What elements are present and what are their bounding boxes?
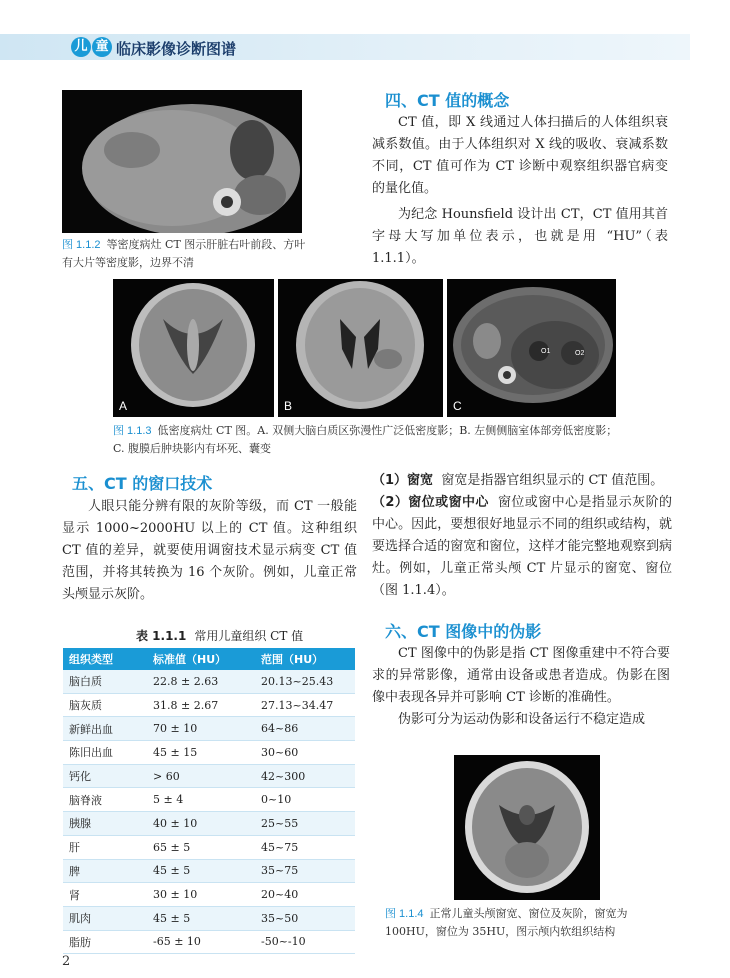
header-badge: 童 <box>92 37 112 57</box>
figure-1-1-2-caption <box>62 236 307 271</box>
table-cell: 45 ± 5 <box>147 859 255 883</box>
table-cell: 陈旧出血 <box>63 741 147 765</box>
section-heading: 五、CT 的窗口技术 <box>72 474 213 493</box>
term: （1）窗宽 <box>372 473 434 488</box>
column-header: 标准值（HU） <box>147 648 255 670</box>
table-row <box>63 670 355 693</box>
section-6-body <box>372 643 670 731</box>
window-level-item <box>372 492 672 602</box>
table-row <box>63 906 355 930</box>
paragraph: CT 图像中的伪影是指 CT 图像重建中不符合要求的异常影像，通常由设备或患者造成。伪影在图像中表现各异并可影响 CT 诊断的准确性。 <box>372 646 670 705</box>
roi-label: O2 <box>575 350 585 357</box>
table-caption <box>136 627 303 644</box>
table-row <box>63 717 355 741</box>
header-title: 临床影像诊断图谱 <box>116 40 237 58</box>
table-cell: 20~40 <box>255 883 355 907</box>
window-width-item <box>372 470 672 492</box>
table-cell: 肾 <box>63 883 147 907</box>
table-cell: 脂肪 <box>63 930 147 954</box>
table-cell: 钙化 <box>63 764 147 788</box>
table-cell: 22.8 ± 2.63 <box>147 670 255 693</box>
table-cell: 20.13~25.43 <box>255 670 355 693</box>
panel-label: A <box>119 399 128 413</box>
figure-label: 图 1.1.2 <box>62 239 101 251</box>
table-row <box>63 693 355 717</box>
table-row <box>63 788 355 812</box>
figure-1-1-2-image <box>62 90 302 233</box>
figure-1-1-4-caption <box>385 905 675 940</box>
table-cell: 脾 <box>63 859 147 883</box>
ct-value-table <box>63 648 355 954</box>
definition: 窗宽是指器官组织显示的 CT 值范围。 <box>441 473 664 488</box>
caption-text: 低密度病灶 CT 图。A. 双侧大脑白质区弥漫性广泛低密度影；B. 左侧侧脑室体部旁低密度影；C. 腹膜后肿块影内有坏死、囊变 <box>113 424 618 455</box>
caption-text: 正常儿童头颅窗宽、窗位及灰阶，窗宽为 100HU，窗位为 35HU，图示颅内软组织结构 <box>385 907 628 938</box>
section-heading: 六、CT 图像中的伪影 <box>385 622 542 641</box>
table-row <box>63 764 355 788</box>
paragraph: CT 值，即 X 线通过人体扫描后的人体组织衰减系数值。由于人体组织对 X 线的吸收、衰减系数不同，CT 值可作为 CT 诊断中观察组织器官病变的量化值。 <box>372 115 668 196</box>
column-header: 范围（HU） <box>255 648 355 670</box>
table-cell: 新鲜出血 <box>63 717 147 741</box>
table-cell: 脑脊液 <box>63 788 147 812</box>
table-title: 常用儿童组织 CT 值 <box>194 629 304 643</box>
figure-1-1-3-panel-c <box>447 279 616 417</box>
definition: 窗位或窗中心是指显示灰阶的中心。因此，要想很好地显示不同的组织或结构，就要选择合适的窗宽和窗位，这样才能完整地观察到病灶。例如，儿童正常头颅 CT 片显示的窗宽、窗位（图 1.1.4）。 <box>372 495 672 598</box>
table-cell: 肝 <box>63 835 147 859</box>
table-cell: 35~75 <box>255 859 355 883</box>
table-cell: 胰腺 <box>63 812 147 836</box>
paragraph: 为纪念 Hounsfield 设计出 CT，CT 值用其首字母大写加单位表示，也就是用 “HU”（表 1.1.1）。 <box>372 207 668 266</box>
paragraph: 伪影可分为运动伪影和设备运行不稳定造成 <box>398 712 646 727</box>
figure-1-1-3-panel-a <box>113 279 274 417</box>
table-cell: 70 ± 10 <box>147 717 255 741</box>
table-cell: 脑灰质 <box>63 693 147 717</box>
table-cell: 脑白质 <box>63 670 147 693</box>
column-header: 组织类型 <box>63 648 147 670</box>
table-cell: 64~86 <box>255 717 355 741</box>
table-cell: 40 ± 10 <box>147 812 255 836</box>
paragraph: 人眼只能分辨有限的灰阶等级，而 CT 一般能显示 1000~2000HU 以上的 CT 值。这种组织 CT 值的差异，就要使用调窗技术显示病变 CT 值范围，并将其转换为 16 个灰阶。例如，儿童正常头颅显示灰阶。 <box>62 499 357 602</box>
roi-label: O1 <box>541 348 551 355</box>
figure-label: 图 1.1.3 <box>113 425 152 437</box>
table-row <box>63 883 355 907</box>
table-cell: 5 ± 4 <box>147 788 255 812</box>
figure-label: 图 1.1.4 <box>385 908 424 920</box>
caption-text: 等密度病灶 CT 图示肝脏右叶前段、方叶有大片等密度影，边界不清 <box>62 238 306 269</box>
table-cell: 30 ± 10 <box>147 883 255 907</box>
table-cell: 30~60 <box>255 741 355 765</box>
table-cell: 45 ± 5 <box>147 906 255 930</box>
page-number: 2 <box>62 954 71 969</box>
table-cell: 42~300 <box>255 764 355 788</box>
figure-1-1-4-image <box>454 755 600 900</box>
header-badge: 儿 <box>71 37 91 57</box>
figure-1-1-3-caption <box>113 422 618 457</box>
table-cell: 31.8 ± 2.67 <box>147 693 255 717</box>
table-row <box>63 859 355 883</box>
table-row <box>63 835 355 859</box>
panel-label: C <box>453 399 462 413</box>
table-cell: -50~-10 <box>255 930 355 954</box>
table-cell: > 60 <box>147 764 255 788</box>
table-cell: -65 ± 10 <box>147 930 255 954</box>
table-cell: 35~50 <box>255 906 355 930</box>
table-cell: 45 ± 15 <box>147 741 255 765</box>
table-cell: 65 ± 5 <box>147 835 255 859</box>
panel-label: B <box>284 399 293 413</box>
section-4-body <box>372 112 668 270</box>
table-label: 表 1.1.1 <box>136 629 187 643</box>
running-header <box>0 34 690 60</box>
term: （2）窗位或窗中心 <box>372 495 489 510</box>
section-5-body <box>62 496 357 606</box>
table-row <box>63 741 355 765</box>
figure-1-1-3-panel-b <box>278 279 443 417</box>
section-heading: 四、CT 值的概念 <box>385 91 510 110</box>
table-cell: 27.13~34.47 <box>255 693 355 717</box>
table-cell: 0~10 <box>255 788 355 812</box>
table-row <box>63 812 355 836</box>
table-cell: 肌肉 <box>63 906 147 930</box>
table-cell: 45~75 <box>255 835 355 859</box>
window-definitions <box>372 470 672 602</box>
table-header-row <box>63 648 355 670</box>
table-row <box>63 930 355 954</box>
table-cell: 25~55 <box>255 812 355 836</box>
